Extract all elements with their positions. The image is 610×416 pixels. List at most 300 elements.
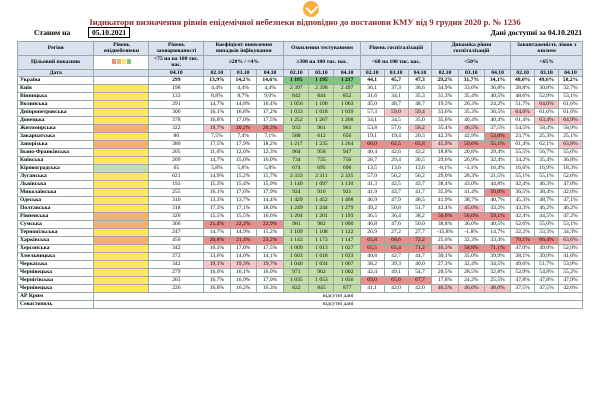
table-cell: 41,3 — [360, 181, 384, 189]
table-cell: 46,5% — [432, 285, 458, 293]
table-cell: 621 — [149, 173, 204, 181]
region-name: Львівська — [18, 181, 94, 189]
table-cell: 44,5% — [535, 213, 559, 221]
table-cell: 41,9 — [360, 189, 384, 197]
table-cell: 46,2% — [535, 205, 559, 213]
table-cell: 982 — [309, 221, 334, 229]
table-cell: 47,9 — [384, 197, 408, 205]
table-cell: 16,4% — [256, 101, 283, 109]
table-cell: 17,5% — [256, 245, 283, 253]
table-cell: 21,5% — [484, 173, 510, 181]
table-cell: 37,3 — [384, 85, 408, 93]
table-cell: 37,5% — [511, 285, 535, 293]
table-row — [18, 165, 583, 173]
table-cell: 53,1% — [558, 221, 582, 229]
table-cell: 1 033 — [284, 109, 309, 117]
table-cell: 48,5 — [408, 197, 432, 205]
table-cell: 35,0% — [458, 253, 484, 261]
table-cell: 16,3% — [204, 245, 230, 253]
table-cell: 22,9% — [256, 221, 283, 229]
table-cell: 16,1% — [204, 189, 230, 197]
table-cell: 58,2 — [408, 125, 432, 133]
table-cell: 55,2% — [558, 269, 582, 277]
table-cell: 62,5 — [384, 141, 408, 149]
date-cell: 02.10 — [360, 69, 384, 76]
region-name: Тернопільська — [18, 229, 94, 237]
table-cell: 59,0 — [384, 109, 408, 117]
table-cell: 2 497 — [334, 85, 360, 93]
table-cell: 38,8% — [432, 221, 458, 229]
table-cell: 38,4% — [432, 181, 458, 189]
table-cell: 67,7 — [408, 277, 432, 285]
table-cell: 70,1% — [511, 237, 535, 245]
table-cell: 54,7 — [408, 269, 432, 277]
table-cell: 36,5% — [511, 189, 535, 197]
table-cell: 55,6% — [558, 149, 582, 157]
table-cell: 981 — [284, 221, 309, 229]
state-label: Станом на — [34, 28, 71, 37]
table-cell: 53,9% — [558, 261, 582, 269]
table-cell: 31,6 — [360, 93, 384, 101]
date-cell: 02.10 — [284, 69, 309, 76]
table-cell: 24,2% — [484, 101, 510, 109]
region-name: Чернігівська — [18, 277, 94, 285]
table-cell: 1 039 — [334, 109, 360, 117]
table-cell: 5,8% — [256, 165, 283, 173]
table-cell: 9,0% — [256, 93, 283, 101]
table-cell: 15,5% — [230, 213, 256, 221]
table-cell: 80 — [149, 133, 204, 141]
table-cell: 40,8 — [360, 253, 384, 261]
table-row — [18, 221, 583, 229]
region-name: Україна — [18, 77, 94, 85]
target-hosp-dynamic: <50% — [432, 55, 511, 69]
table-cell: 916 — [309, 189, 334, 197]
table-cell: 47,3 — [408, 77, 432, 85]
table-cell: 40,4 — [360, 149, 384, 157]
table-cell: 844 — [309, 93, 334, 101]
page-title: Індикатори визначення рівнів епідемічної небезпеки відповідно до постанови КМУ від 9 грудня 2020 р. № 1236 — [89, 17, 521, 27]
table-cell: 59,4 — [408, 109, 432, 117]
table-cell: 1 252 — [284, 117, 309, 125]
table-cell: 921 — [334, 189, 360, 197]
table-cell: 18,3% — [558, 165, 582, 173]
table-cell: 1 173 — [309, 237, 334, 245]
region-name: Харківська — [18, 237, 94, 245]
table-cell: 34,2% — [511, 157, 535, 165]
table-cell: 56,2 — [408, 173, 432, 181]
target-coverage: ≥300 на 100 тис. нас. — [284, 55, 360, 69]
table-cell: 17,1% — [230, 205, 256, 213]
table-cell: 43,2 — [408, 149, 432, 157]
table-cell: 47,0% — [558, 181, 582, 189]
table-cell: 674 — [284, 165, 309, 173]
table-cell: 1 002 — [334, 269, 360, 277]
table-cell: 695 — [309, 165, 334, 173]
region-name: Хмельницька — [18, 253, 94, 261]
region-name: Полтавська — [18, 205, 94, 213]
table-row — [18, 141, 583, 149]
table-cell: 47,2% — [558, 213, 582, 221]
table-cell: 25,5% — [484, 277, 510, 285]
table-cell: 19,3% — [432, 101, 458, 109]
target-hosp-level: <60 на 100 тис. нас. — [360, 55, 432, 69]
table-cell: 56,2 — [384, 173, 408, 181]
table-cell: 19,7% — [204, 125, 230, 133]
table-row — [18, 245, 583, 253]
table-cell: 1 122 — [334, 229, 360, 237]
table-row — [18, 237, 583, 245]
table-cell: -8,1% — [432, 165, 458, 173]
table-cell: 71,1% — [484, 245, 510, 253]
table-cell: 56,7% — [535, 149, 559, 157]
table-cell: 16,6% — [511, 165, 535, 173]
table-cell: 50,0 — [408, 221, 432, 229]
table-cell: 54,5% — [511, 125, 535, 133]
table-cell: 32,4% — [484, 157, 510, 165]
table-cell: 46,6% — [458, 285, 484, 293]
region-name: Черкаська — [18, 261, 94, 269]
table-cell: 53,8 — [360, 125, 384, 133]
table-cell: 17,5% — [204, 141, 230, 149]
table-cell: 1 204 — [284, 213, 309, 221]
table-cell: 19,3% — [230, 261, 256, 269]
table-cell: 42,6% — [558, 285, 582, 293]
table-cell: 65,5 — [360, 245, 384, 253]
table-row-no-data — [18, 293, 583, 301]
table-cell: 27,2 — [384, 229, 408, 237]
table-cell: 43,7 — [384, 189, 408, 197]
table-cell: 263 — [149, 277, 204, 285]
table-cell: 696 — [334, 165, 360, 173]
table-cell: 342 — [149, 261, 204, 269]
table-cell: 1 040 — [284, 261, 309, 269]
table-cell: 53,1% — [558, 93, 582, 101]
table-cell: 28,7 — [360, 157, 384, 165]
table-cell: 15,9% — [256, 181, 283, 189]
table-cell: 1 185 — [284, 77, 309, 85]
table-cell: 16,0% — [256, 157, 283, 165]
region-name: Донецька — [18, 117, 94, 125]
table-row — [18, 197, 583, 205]
table-cell: 23,7% — [511, 133, 535, 141]
table-cell: 1 097 — [309, 181, 334, 189]
region-name: Дніпропетровська — [18, 109, 94, 117]
table-cell: 756 — [334, 157, 360, 165]
header-morbidity: Рівень захворюваності — [149, 42, 204, 56]
region-name: Житомирська — [18, 125, 94, 133]
table-cell: 1 201 — [309, 213, 334, 221]
table-cell: 42,4% — [511, 213, 535, 221]
table-cell: 380 — [149, 141, 204, 149]
region-name: Чернівецька — [18, 269, 94, 277]
table-cell: 35,9% — [432, 189, 458, 197]
table-cell: 14,7% — [204, 157, 230, 165]
table-cell: 734 — [284, 157, 309, 165]
danger-level-cell — [94, 269, 149, 277]
danger-level-cell — [94, 245, 149, 253]
table-cell: 48,7% — [535, 197, 559, 205]
danger-level-cell — [94, 85, 149, 93]
region-name: Рівненська — [18, 213, 94, 221]
danger-level-cell — [94, 253, 149, 261]
table-cell: 61,6% — [558, 101, 582, 109]
table-cell: 1 268 — [334, 117, 360, 125]
danger-level-cell — [94, 277, 149, 285]
table-cell: 877 — [334, 285, 360, 293]
table-cell: 13,6% — [204, 253, 230, 261]
danger-level-cell — [94, 181, 149, 189]
table-cell: 25,1% — [558, 133, 582, 141]
table-row — [18, 125, 583, 133]
table-cell: 17,2% — [256, 109, 283, 117]
table-cell: 48,0% — [511, 77, 535, 85]
table-cell: 34,1% — [484, 77, 510, 85]
danger-level-cell — [94, 117, 149, 125]
table-cell: 51,7 — [408, 205, 432, 213]
table-cell: 48,0% — [484, 285, 510, 293]
table-cell: 63,8% — [558, 141, 582, 149]
table-cell: 61,6% — [558, 109, 582, 117]
table-cell: 64,6% — [511, 109, 535, 117]
table-cell: 36,5 — [360, 213, 384, 221]
table-cell: 1 618 — [309, 253, 334, 261]
table-cell: 38,7% — [458, 197, 484, 205]
table-cell: 14,7% — [204, 229, 230, 237]
table-cell: 14,0% — [230, 253, 256, 261]
danger-level-cell — [94, 205, 149, 213]
danger-level-cell — [94, 213, 149, 221]
table-row — [18, 213, 583, 221]
table-cell: 318 — [149, 205, 204, 213]
table-cell: 947 — [334, 149, 360, 157]
table-cell: 19,4 — [384, 133, 408, 141]
table-cell: 42,6 — [384, 149, 408, 157]
table-cell: 842 — [284, 93, 309, 101]
table-cell: 17,6% — [230, 189, 256, 197]
table-cell: 16,0% — [204, 269, 230, 277]
table-cell: 1 108 — [309, 229, 334, 237]
table-cell: 47,0% — [511, 245, 535, 253]
table-cell: 46,8 — [360, 221, 384, 229]
region-name: Закарпатська — [18, 133, 94, 141]
table-cell: 1 110 — [334, 181, 360, 189]
table-cell: 1 018 — [309, 109, 334, 117]
region-name: Волинська — [18, 101, 94, 109]
table-cell: 35,0 — [408, 117, 432, 125]
date-cell: 03.10 — [309, 69, 334, 76]
table-cell: 1 013 — [309, 245, 334, 253]
table-row — [18, 269, 583, 277]
table-cell: 15,2% — [230, 173, 256, 181]
table-cell: 1 264 — [334, 141, 360, 149]
danger-level-cell — [94, 93, 149, 101]
table-cell: 1 217 — [334, 77, 360, 85]
table-cell: 42,0% — [558, 189, 582, 197]
table-cell: 17,9% — [230, 141, 256, 149]
table-cell: 62,1% — [535, 141, 559, 149]
table-cell: 57,3 — [360, 109, 384, 117]
danger-level-cell — [94, 109, 149, 117]
table-cell: 43,2% — [484, 205, 510, 213]
table-row — [18, 181, 583, 189]
table-cell: 1 053 — [309, 277, 334, 285]
table-cell: 55,1% — [535, 173, 559, 181]
table-cell: 49,6% — [511, 261, 535, 269]
table-cell: 33,4% — [484, 237, 510, 245]
table-cell: 1 143 — [284, 237, 309, 245]
table-cell: 1 267 — [309, 117, 334, 125]
table-cell: 33,6% — [458, 85, 484, 93]
table-row-no-data — [18, 301, 583, 309]
table-cell: 735 — [309, 157, 334, 165]
table-cell: 68,6 — [384, 237, 408, 245]
table-cell: 5,8% — [230, 165, 256, 173]
table-cell: 1 279 — [334, 205, 360, 213]
table-cell: 52,9% — [511, 269, 535, 277]
table-cell: 1 009 — [284, 245, 309, 253]
table-cell: 43,7 — [408, 181, 432, 189]
table-cell: 36,5% — [484, 109, 510, 117]
table-cell: 35,3% — [458, 109, 484, 117]
table-cell: 14,1% — [256, 253, 283, 261]
table-cell: 13,3% — [204, 197, 230, 205]
table-cell: 1 603 — [284, 253, 309, 261]
table-cell: 55,1% — [511, 173, 535, 181]
check-badge-icon[interactable] — [303, 1, 319, 17]
table-cell: 1 067 — [334, 261, 360, 269]
table-cell: 19,1 — [360, 133, 384, 141]
table-cell: 209 — [149, 157, 204, 165]
table-row — [18, 277, 583, 285]
table-row — [18, 229, 583, 237]
header-hosp-dynamic: Динаміка рівня госпіталізацій — [432, 42, 511, 56]
table-cell: 42,3% — [432, 133, 458, 141]
table-cell: 58,9% — [558, 125, 582, 133]
table-cell: 15,4% — [230, 181, 256, 189]
table-cell: 1 109 — [284, 229, 309, 237]
target-detection: ≥20% / <4% — [204, 55, 284, 69]
target-beds: <65% — [511, 55, 583, 69]
table-cell: 13,9% — [204, 77, 230, 85]
date-cell: 03.10 — [230, 69, 256, 76]
table-cell: 34,5% — [484, 261, 510, 269]
table-cell: 15,3% — [204, 181, 230, 189]
table-cell: 1 235 — [309, 141, 334, 149]
date-row — [18, 69, 583, 76]
danger-level-cell — [94, 141, 149, 149]
table-cell: 255 — [149, 189, 204, 197]
table-cell: 57,0 — [360, 173, 384, 181]
table-cell: 19,1% — [204, 261, 230, 269]
date-cell: 03.10 — [458, 69, 484, 76]
table-cell: 18,2% — [256, 141, 283, 149]
table-cell: 42,0 — [408, 285, 432, 293]
table-cell: 41,1 — [360, 285, 384, 293]
table-cell: 50,8 — [384, 205, 408, 213]
table-cell: 13,6 — [408, 165, 432, 173]
table-cell: 36,1 — [360, 85, 384, 93]
table-cell: 1 249 — [284, 205, 309, 213]
table-cell: 17,0% — [256, 277, 283, 285]
table-cell: 72,2 — [408, 237, 432, 245]
date-cell: 03.10 — [384, 69, 408, 76]
table-cell: 17,8% — [432, 277, 458, 285]
table-cell: 42,4% — [511, 181, 535, 189]
table-cell: 63,4% — [535, 117, 559, 125]
table-cell: 35,4% — [535, 157, 559, 165]
date-cell: 03.10 — [535, 69, 559, 76]
table-cell: 44,8% — [484, 181, 510, 189]
table-cell: 58,4% — [535, 125, 559, 133]
region-name: Вінницька — [18, 93, 94, 101]
table-cell: 964 — [284, 149, 309, 157]
table-cell: 14,2% — [230, 77, 256, 85]
table-cell: 32,7% — [558, 85, 582, 93]
table-cell: 26,9% — [458, 157, 484, 165]
table-cell: 26,3% — [458, 101, 484, 109]
table-cell: 17,3% — [204, 205, 230, 213]
table-cell: 61,4% — [511, 117, 535, 125]
table-cell: 51,7% — [511, 101, 535, 109]
table-cell: 8,8% — [204, 93, 230, 101]
table-cell: 43,3% — [511, 205, 535, 213]
table-cell: 54,8% — [535, 269, 559, 277]
table-cell: 15,7% — [256, 173, 283, 181]
table-cell: 961 — [309, 125, 334, 133]
region-name: Сумська — [18, 221, 94, 229]
table-cell: 38,4% — [535, 189, 559, 197]
table-cell: 48,7 — [408, 101, 432, 109]
table-cell: 16,9% — [230, 277, 256, 285]
table-cell: 310 — [149, 197, 204, 205]
region-name: Одеська — [18, 197, 94, 205]
table-cell: 20,3% — [256, 125, 283, 133]
table-cell: 1 000 — [334, 221, 360, 229]
table-cell: 14,7% — [484, 229, 510, 237]
table-cell: 11,6% — [204, 149, 230, 157]
table-cell: 28,8% — [511, 85, 535, 93]
table-cell: 279 — [149, 269, 204, 277]
table-row-ukraine — [18, 77, 583, 85]
table-cell: 17,5% — [256, 117, 283, 125]
table-cell: 1 056 — [284, 101, 309, 109]
region-name: Запорізька — [18, 141, 94, 149]
danger-level-cell — [94, 221, 149, 229]
table-cell: 33,3% — [535, 229, 559, 237]
danger-level-cell — [94, 261, 149, 269]
table-cell: 57,6 — [384, 125, 408, 133]
table-cell: 35,4% — [458, 93, 484, 101]
region-name: Миколаївська — [18, 189, 94, 197]
table-cell: 41,9% — [432, 197, 458, 205]
table-cell: 61,6% — [535, 109, 559, 117]
table-cell: 32,8% — [484, 269, 510, 277]
table-cell: -15,8% — [432, 229, 458, 237]
table-cell: 25,3% — [535, 133, 559, 141]
table-row — [18, 93, 583, 101]
table-row — [18, 261, 583, 269]
table-cell: 46,2% — [558, 205, 582, 213]
table-cell: 342 — [149, 245, 204, 253]
table-cell: 36,8% — [558, 157, 582, 165]
header-hosp-level: Рівень госпіталізацій — [360, 42, 432, 56]
table-cell: 7,4% — [230, 133, 256, 141]
table-cell: 40,4% — [484, 117, 510, 125]
table-cell: 49,1 — [384, 269, 408, 277]
table-cell: 15,0% — [230, 157, 256, 165]
table-cell: 845 — [309, 285, 334, 293]
